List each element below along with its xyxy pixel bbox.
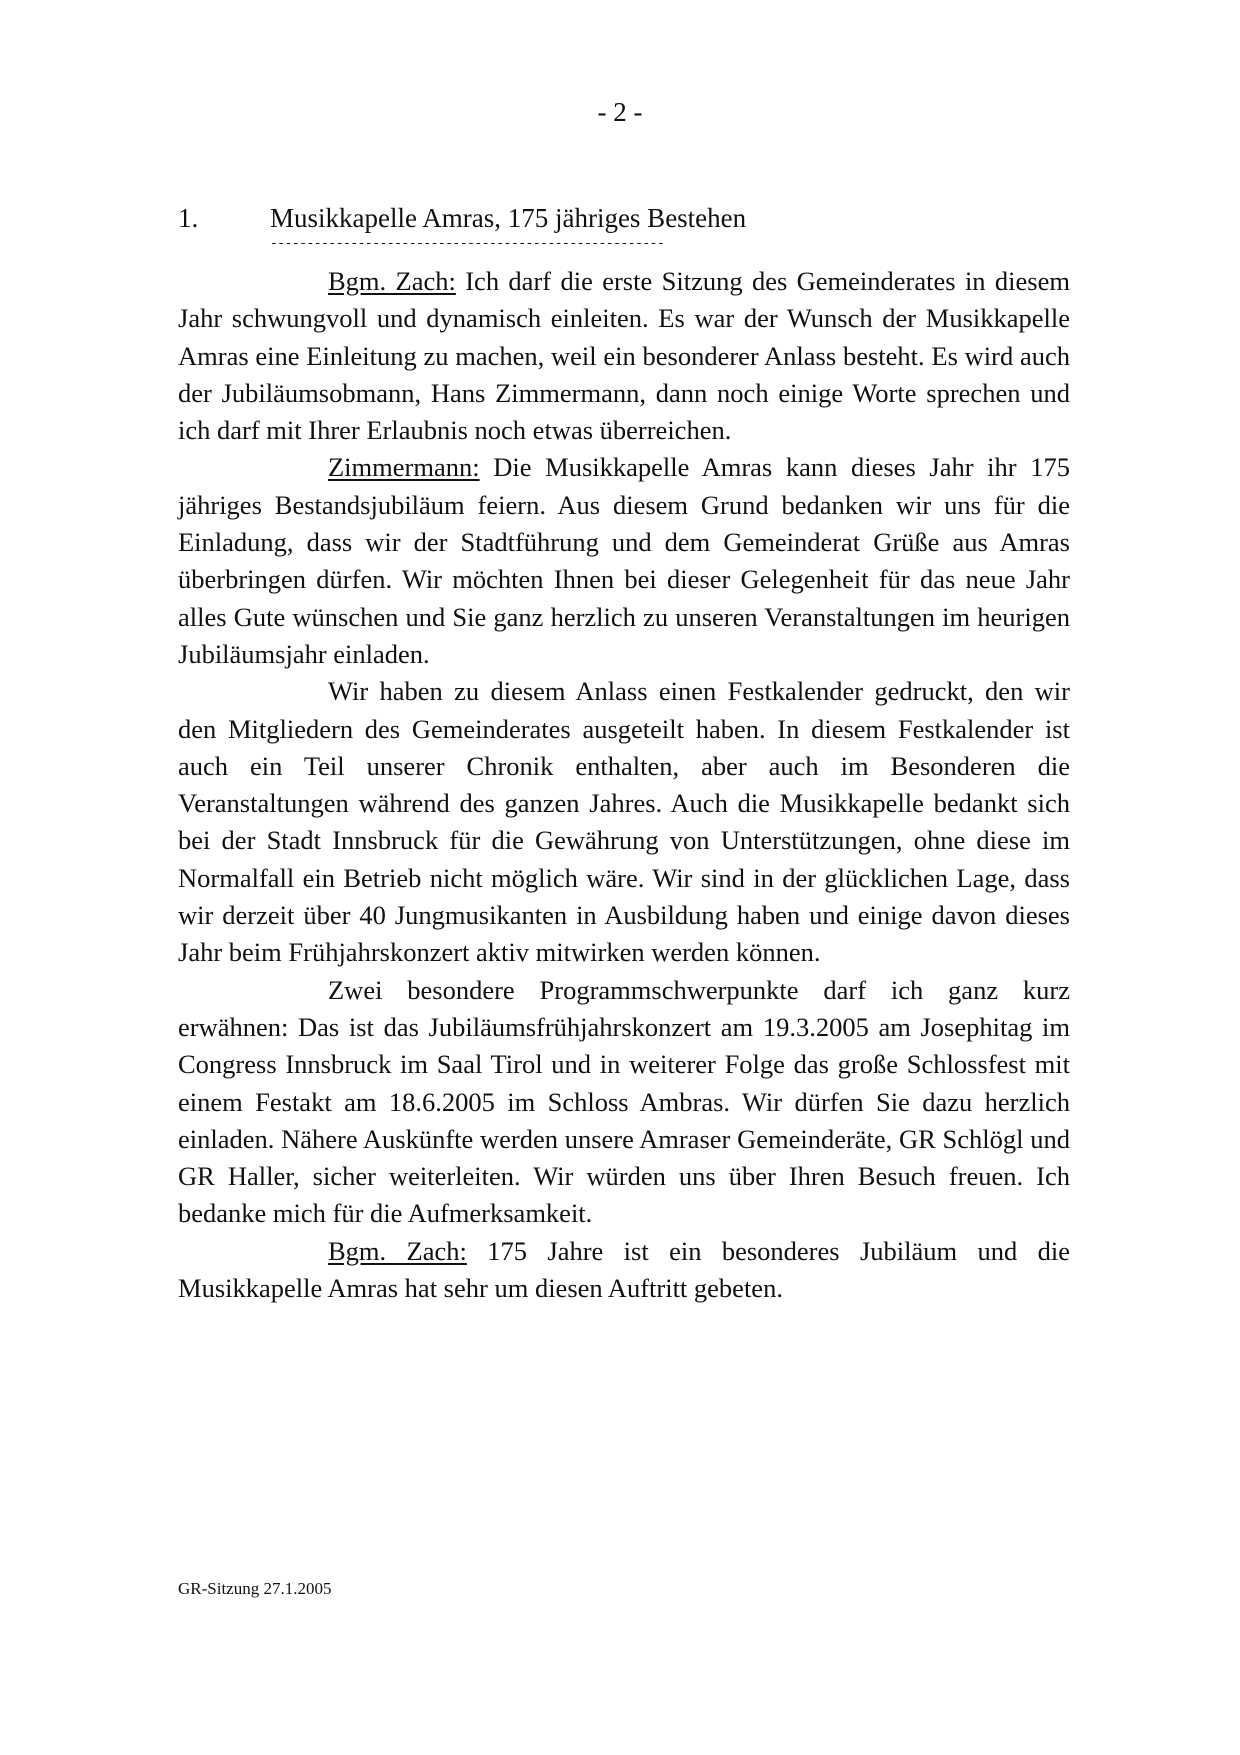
agenda-item-heading xyxy=(178,199,1070,237)
speaker-label: Bgm. Zach: xyxy=(328,1235,467,1266)
paragraph-program-highlights xyxy=(178,972,1070,1233)
agenda-item xyxy=(178,199,1070,251)
paragraph-text: Ich darf die erste Sitzung des Gemeinderates in diesem Jahr schwungvoll und dynamisch einleiten. Es war der Wunsch der Musikkapelle Amras eine Einleitung zu machen, weil ein besonderer Anlass besteht. Es wird auch der Jubiläumsobmann, Hans Zimmermann, dann noch einige Worte sprechen und ich darf mit Ihrer Erlaubnis noch etwas überreichen. xyxy=(178,266,1070,446)
paragraph-bgm-zach-closing xyxy=(178,1233,1070,1308)
paragraph-bgm-zach-opening xyxy=(178,263,1070,449)
page-footer: GR-Sitzung 27.1.2005 xyxy=(178,1579,332,1598)
paragraph-zimmermann xyxy=(178,449,1070,673)
paragraph-text: Zwei besondere Programmschwerpunkte darf ich ganz kurz erwähnen: Das ist das Jubiläumsfrühjahrskonzert am 19.3.2005 am Josephitag im Congress Innsbruck im Saal Tirol und in weiterer Folge das große Schlossfest mit einem Festakt am 18.6.2005 im Schloss Ambras. Wir dürfen Sie dazu herzlich einladen. Nähere Auskünfte werden unsere Amraser Gemeinderäte, GR Schlögl und GR Haller, sicher weiterleiten. Wir würden uns über Ihren Besuch freuen. Ich bedanke mich für die Aufmerksamkeit. xyxy=(178,974,1070,1229)
paragraph-text: Die Musikkapelle Amras kann dieses Jahr ihr 175 jähriges Bestandsjubiläum feiern. Aus diesem Grund bedanken wir uns für die Einladung, dass wir der Stadtführung und dem Gemeinderat Grüße aus Amras überbringen dürfen. Wir möchten Ihnen bei dieser Gelegenheit für das neue Jahr alles Gute wünschen und Sie ganz herzlich zu unseren Veranstaltungen im heurigen Jubiläumsjahr einladen. xyxy=(178,452,1070,669)
page-number: - 2 - xyxy=(597,97,643,127)
heading-dashed-rule: ------------------------------------------------------ xyxy=(270,237,665,251)
paragraph-festkalender xyxy=(178,673,1070,971)
speaker-label: Zimmermann: xyxy=(328,452,480,483)
agenda-item-title: Musikkapelle Amras, 175 jähriges Bestehen xyxy=(270,203,747,233)
paragraph-text: Wir haben zu diesem Anlass einen Festkalender gedruckt, den wir den Mitgliedern des Gemeinderates ausgeteilt haben. In diesem Festkalender ist auch ein Teil unserer Chronik enthalten, aber auch im Besonderen die Veranstaltungen während des ganzen Jahres. Auch die Musikkapelle bedankt sich bei der Stadt Innsbruck für die Gewährung von Unterstützungen, ohne diese im Normalfall ein Betrieb nicht möglich wäre. Wir sind in der glücklichen Lage, dass wir derzeit über 40 Jungmusikanten in Ausbildung haben und einige davon dieses Jahr beim Frühjahrskonzert aktiv mitwirken werden können. xyxy=(178,676,1070,968)
speaker-label: Bgm. Zach: xyxy=(328,266,456,296)
paragraph-text: 175 Jahre ist ein besonderes Jubiläum und die Musikkapelle Amras hat sehr um diesen Auftritt gebeten. xyxy=(178,1235,1070,1304)
minutes-body xyxy=(178,263,1070,1307)
agenda-item-number: 1. xyxy=(178,203,199,233)
